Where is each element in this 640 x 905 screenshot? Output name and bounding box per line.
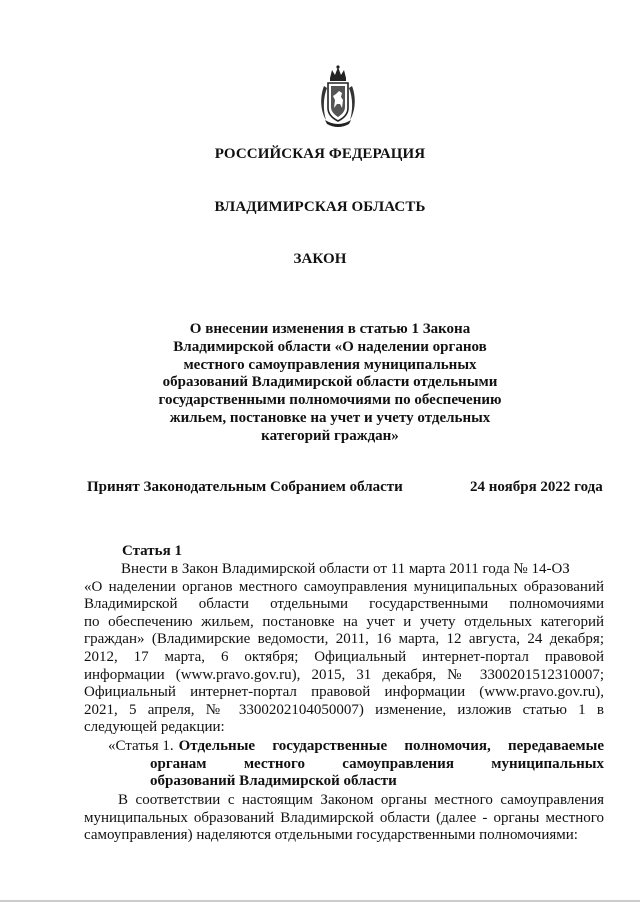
body-line: Владимирской области отдельными государственными полномочиями <box>84 596 604 613</box>
quoted-article-title <box>108 738 604 791</box>
region-heading: ВЛАДИМИРСКАЯ ОБЛАСТЬ <box>214 199 426 215</box>
article-1-heading: Статья 1 <box>122 543 182 559</box>
quoted-article-prefix: «Статья 1. <box>108 738 174 754</box>
body-line: 2021, 5 апреля, № 3300202104050007) изменение, изложив статью 1 в <box>84 701 604 718</box>
law-title-line: категорий граждан» <box>261 427 399 444</box>
quoted-article-body <box>84 792 604 845</box>
quoted-title-line: Отдельные государственные полномочия, передаваемые <box>178 738 604 754</box>
country-heading: РОССИЙСКАЯ ФЕДЕРАЦИЯ <box>214 146 426 162</box>
body-line: Официальный интернет-портал правовой информации (www.pravo.gov.ru), <box>84 684 604 701</box>
body-line: муниципальных образований Владимирской области (далее - органы местного <box>84 809 604 826</box>
adoption-date: 24 ноября 2022 года <box>470 479 603 495</box>
body-line: информации (www.pravo.gov.ru), 2015, 31 декабря, № 3300201512310007; <box>84 666 604 683</box>
body-line: самоуправления) наделяются отдельными государственными полномочиями: <box>84 827 578 844</box>
body-line: Внести в Закон Владимирской области от 11 марта 2011 года № 14-ОЗ <box>121 561 570 577</box>
body-line: 2012, 17 марта, 6 октября; Официальный интернет-портал правовой <box>84 648 604 665</box>
article-1-body <box>84 561 604 737</box>
law-title-line: жильем, постановке на учет и учету отдельных <box>169 409 491 426</box>
body-line: следующей редакции: <box>84 719 225 736</box>
quoted-title-line: органам местного самоуправления муниципальных <box>150 755 604 772</box>
law-title-line: Владимирской области «О наделении органов <box>173 338 487 355</box>
law-title-line: государственными полномочиями по обеспечению <box>158 392 502 409</box>
document-type-heading: ЗАКОН <box>293 251 347 267</box>
law-title-line: образований Владимирской области отдельными <box>162 374 498 391</box>
law-title-line: О внесении изменения в статью 1 Закона <box>189 321 471 337</box>
body-line: В соответствии с настоящим Законом органы местного самоуправления <box>118 792 604 808</box>
law-title-line: местного самоуправления муниципальных <box>183 356 477 373</box>
body-line: «О наделении органов местного самоуправления муниципальных образований <box>84 578 604 595</box>
law-title <box>150 321 510 446</box>
scan-edge <box>0 900 640 902</box>
adopted-by: Принят Законодательным Собранием области <box>87 479 403 495</box>
quoted-title-line: образований Владимирской области <box>150 773 397 790</box>
body-line: по обеспечению жильем, постановке на учет и учету отдельных категорий <box>84 613 604 630</box>
coat-of-arms-emblem <box>318 64 358 128</box>
body-line: граждан» (Владимирские ведомости, 2011, 16 марта, 12 августа, 24 декабря; <box>84 631 604 648</box>
